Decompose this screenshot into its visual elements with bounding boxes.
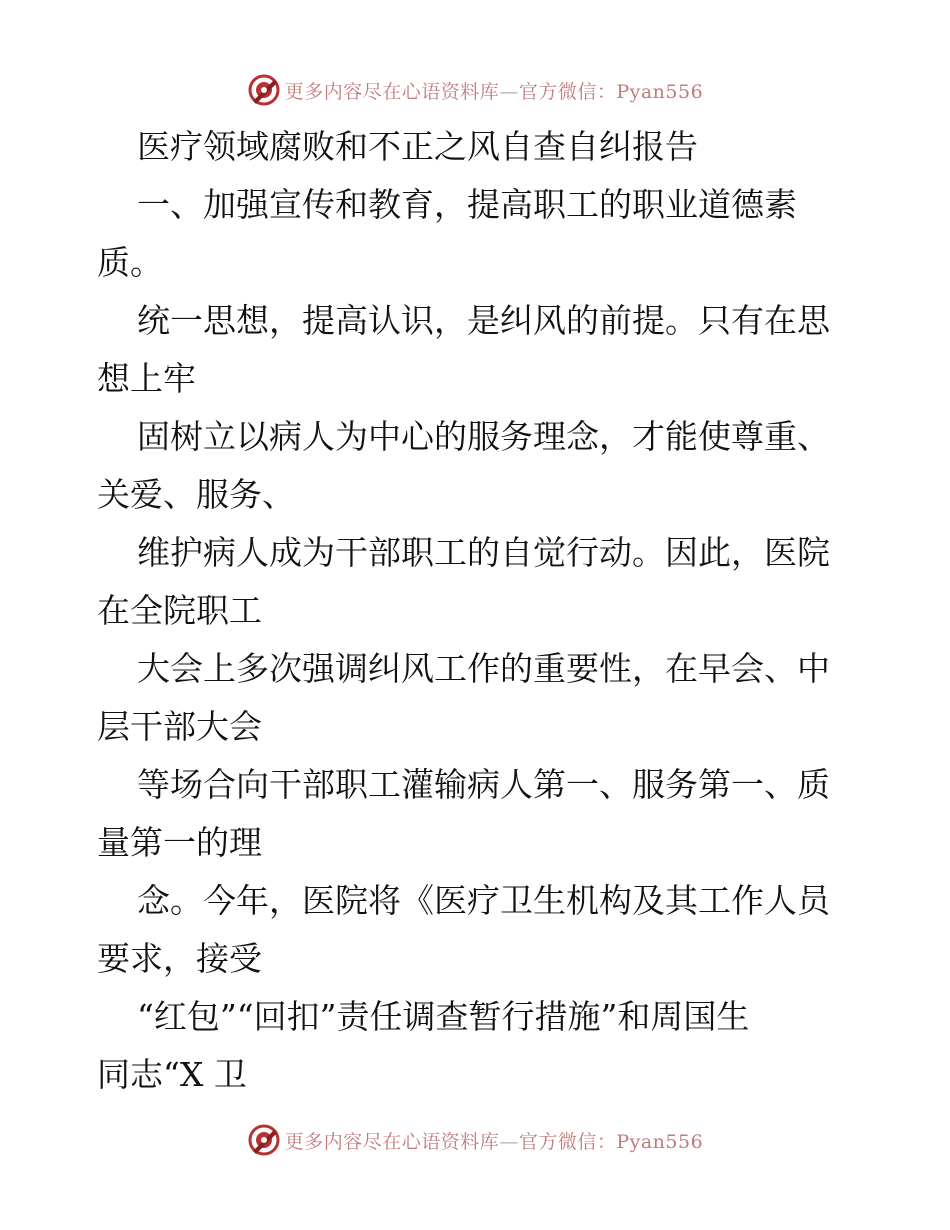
text-line: 一、加强宣传和教育，提高职工的职业道德素 xyxy=(137,185,797,224)
text-line: 维护病人成为干部职工的自觉行动。因此，医院 xyxy=(137,533,830,572)
text-line: 质。 xyxy=(97,243,163,282)
text-line: 要求，接受 xyxy=(97,939,262,978)
watermark-text: 更多内容尽在心语资料库—官方微信：Pyan556 xyxy=(284,1130,704,1153)
text-line: 关爱、服务、 xyxy=(97,475,295,514)
watermark-text: 更多内容尽在心语资料库—官方微信：Pyan556 xyxy=(284,80,704,103)
text-line: 量第一的理 xyxy=(97,823,262,862)
text-line: “红包”“回扣”责任调查暂行措施”和周国生 xyxy=(137,997,750,1036)
text-line: 想上牢 xyxy=(97,359,196,398)
footer-watermark-banner xyxy=(0,1120,950,1160)
document-body xyxy=(97,118,857,1104)
text-line: 在全院职工 xyxy=(97,591,262,630)
text-line: 念。今年，医院将《医疗卫生机构及其工作人员 xyxy=(137,881,830,920)
text-line: 统一思想，提高认识，是纠风的前提。只有在思 xyxy=(137,301,830,340)
pen-logo-icon xyxy=(247,1123,281,1157)
text-line: 医疗领域腐败和不正之风自查自纠报告 xyxy=(137,127,698,166)
text-line: 大会上多次强调纠风工作的重要性，在早会、中 xyxy=(137,649,830,688)
text-line: 层干部大会 xyxy=(97,707,262,746)
text-line: 同志“X 卫 xyxy=(97,1055,247,1094)
header-watermark-banner xyxy=(0,70,950,110)
pen-logo-icon xyxy=(247,73,281,107)
text-line: 等场合向干部职工灌输病人第一、服务第一、质 xyxy=(137,765,830,804)
text-line: 固树立以病人为中心的服务理念，才能使尊重、 xyxy=(137,417,830,456)
